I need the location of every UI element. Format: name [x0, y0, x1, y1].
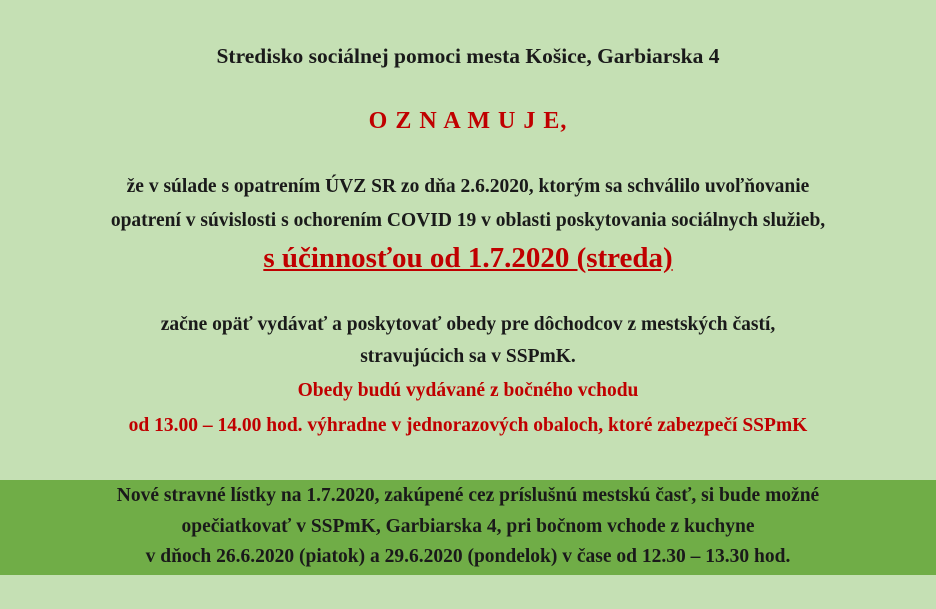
page-title: Stredisko sociálnej pomoci mesta Košice, Garbiarska 4	[216, 44, 720, 68]
body-line-4: stravujúcich sa v SSPmK.	[360, 346, 576, 367]
distribution-entrance: Obedy budú vydávané z bočného vchodu	[297, 380, 639, 401]
effective-date: s účinnosťou od 1.7.2020 (streda)	[263, 242, 673, 274]
body-line-2: opatrení v súvislosti s ochorením COVID 19 v oblasti poskytovania sociálnych služieb,	[110, 210, 826, 231]
body-line-3: začne opäť vydávať a poskytovať obedy pre dôchodcov z mestských častí,	[160, 314, 776, 335]
body-line-1: že v súlade s opatrením ÚVZ SR zo dňa 2.6.2020, ktorým sa schválilo uvoľňovanie	[126, 176, 810, 197]
banner-line-1: Nové stravné lístky na 1.7.2020, zakúpené cez príslušnú mestskú časť, si bude možné	[116, 485, 820, 506]
banner-line-3: v dňoch 26.6.2020 (piatok) a 29.6.2020 (pondelok) v čase od 12.30 – 13.30 hod.	[145, 546, 791, 567]
meal-tickets-banner	[0, 480, 936, 575]
announcement-heading: O Z N A M U J E,	[368, 108, 568, 134]
distribution-hours: od 13.00 – 14.00 hod. výhradne v jednorazových obaloch, ktoré zabezpečí SSPmK	[128, 415, 808, 436]
banner-line-2: opečiatkovať v SSPmK, Garbiarska 4, pri bočnom vchode z kuchyne	[181, 516, 755, 537]
